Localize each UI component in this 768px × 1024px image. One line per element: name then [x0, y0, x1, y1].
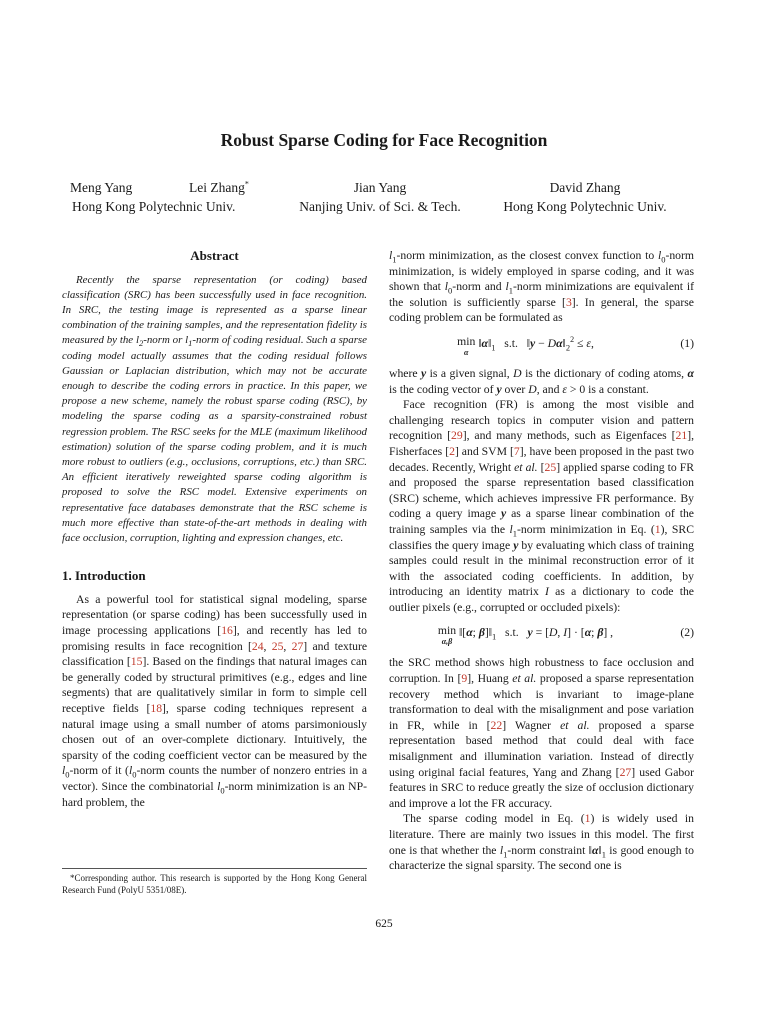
- body-paragraph: Face recognition (FR) is among the most visible and challenging research topics in computer vision and pattern recognition [29], and many methods, such as Eigenfaces [21], Fisherfaces [2] and SVM [7], have been proposed in the past two decades. Recently, Wright et al. [25] applied sparse coding to FR and proposed the sparse representation based classification (SRC) scheme, which achieves impressive FR performance. By coding a query image y as a sparse linear combination of the training samples via the $l_1$-norm minimization in Eq. (1), SRC classifies the query image y by evaluating which class of training samples could result in the minimal reconstruction error of it with the associated coding coefficients. In addition, by introducing an identity matrix I as a dictionary to code the outlier pixels (e.g., corrupted or occluded pixels):: [389, 398, 695, 614]
- author-affiliation: Hong Kong Polytechnic Univ.: [503, 199, 667, 214]
- citation-link[interactable]: 27: [291, 639, 304, 653]
- affiliation-polyu-shared: [72, 197, 235, 216]
- right-column: [389, 248, 694, 874]
- citation-link[interactable]: 22: [490, 718, 503, 732]
- citation-link[interactable]: 16: [221, 624, 233, 638]
- intro-paragraph: As a powerful tool for statistical signal modeling, sparse representation (or sparse coding) has been successfully used in image processing applications [16], and recently has led to promising results in face recognition [24, 25, 27] and texture classification [15]. Based on the findings that natural images can be generally coded by structural primitives (e.g., edges and line segments) that are qualitatively similar in form to simple cell receptive fields [18], sparse coding techniques represent a natural image using a small number of atoms parsimoniously chosen out of an over-complete dictionary. Intuitively, the sparsity of the coding coefficient vector can be measured by the $l_0$-norm of it ($l_0$-norm counts the number of nonzero entries in a vector). Since the combinatorial $l_0$-norm minimization is an NP-hard problem, the: [62, 592, 368, 809]
- author-affiliation: Hong Kong Polytechnic Univ.: [72, 199, 236, 214]
- citation-link[interactable]: 3: [565, 295, 572, 309]
- equation-link[interactable]: 1: [584, 812, 591, 826]
- equation-link[interactable]: 1: [654, 522, 661, 536]
- citation-link[interactable]: 18: [150, 702, 163, 715]
- abstract-text: Recently the sparse representation (or coding) based classification (SRC) has been successfully used in face recognition. In SRC, the testing image is represented as a sparse linear combination of the training samples, and the representation fidelity is measured by the $l_2$-norm or $l_1$-norm of coding residual. Such a sparse coding model actually assumes that the coding residual follows Gaussian or Laplacian distribution, which may not be accurate enough to describe the coding errors in practice. In this paper, we propose a new scheme, namely the robust sparse coding (RSC), by modeling the sparse coding as a sparsity-constrained robust regression problem. The RSC seeks for the MLE (maximum likelihood estimation) solution of the sparse coding problem, and it is much more robust to outliers (e.g., occlusions, corruptions, etc.) than SRC. An efficient iteratively reweighted sparse coding algorithm is proposed to solve the RSC model. Extensive experiments on representative face databases demonstrate that the RSC scheme is much more effective than state-of-the-art methods in dealing with face occlusion, corruption, lighting and expression changes, etc.: [62, 273, 368, 545]
- equation-1-expression: min α $‖\alpha‖_1$ s.t. ‖y − $D\alpha‖_2^2 \le \varepsilon$,: [457, 334, 594, 357]
- body-paragraph: The sparse coding model in Eq. (1) is widely used in literature. There are mainly two issues in this model. The first one is that whether the $l_1$-norm constraint $‖\alpha‖_1$ is good enough to characterize the signal sparsity. The second one is: [389, 812, 695, 873]
- author-affiliation: Nanjing Univ. of Sci. & Tech.: [299, 199, 461, 214]
- author-name: David Zhang: [549, 180, 621, 195]
- citation-link[interactable]: 27: [619, 765, 632, 779]
- author-name: Meng Yang: [70, 180, 133, 195]
- citation-link[interactable]: 21: [675, 429, 688, 443]
- body-paragraph: $l_1$-norm minimization, as the closest convex function to $l_0$-norm minimization, is widely employed in sparse coding, and it was shown that $l_0$-norm and $l_1$-norm minimizations are equivalent if the solution is sufficiently sparse [3]. In general, the sparse coding problem can be formulated as: [389, 249, 694, 325]
- corresponding-author-mark: *: [244, 179, 249, 189]
- citation-link[interactable]: 9: [461, 672, 468, 686]
- author-block: [0, 178, 768, 222]
- introduction-heading: 1. Introduction: [62, 568, 146, 584]
- author-david-zhang: [490, 178, 680, 216]
- equation-1: [389, 336, 694, 358]
- equation-1-number: (1): [680, 336, 694, 350]
- citation-link[interactable]: 29: [451, 429, 463, 443]
- author-name: Jian Yang: [353, 180, 407, 195]
- author-meng-yang: [70, 178, 132, 197]
- left-column: [62, 248, 367, 810]
- author-jian-yang: [286, 178, 474, 216]
- body-paragraph: where y is a given signal, D is the dictionary of coding atoms, α is the coding vector of y over D, and ε > 0 is a constant.: [389, 366, 694, 396]
- paper-title: Robust Sparse Coding for Face Recognition: [220, 130, 548, 150]
- abstract-heading: Abstract: [190, 248, 239, 263]
- equation-2: [389, 625, 694, 647]
- citation-link[interactable]: 24: [251, 639, 264, 653]
- author-lei-zhang: [189, 178, 249, 197]
- footnote: *Corresponding author. This research is supported by the Hong Kong General Research Fund (PolyU 5351/08E).: [62, 868, 367, 896]
- equation-2-expression: min α,β ‖[α; $\beta]‖_1$ s.t. y = [D, I] · [α; β] ,: [437, 624, 614, 647]
- citation-link[interactable]: 2: [449, 444, 455, 458]
- citation-link[interactable]: 15: [130, 655, 143, 669]
- citation-link[interactable]: 25: [271, 639, 284, 653]
- equation-2-number: (2): [680, 626, 694, 640]
- citation-link[interactable]: 7: [513, 444, 520, 458]
- body-paragraph: the SRC method shows high robustness to face occlusion and corruption. In [9], Huang et al. proposed a sparse representation recovery method which is invariant to image-plane transformation to deal with the misalignment and pose variation in FR, while in [22] Wagner et al. proposed a sparse representation based method that could deal with face misalignment and illumination variation. Instead of directly using original facial features, Yang and Zhang [27] used Gabor features in SRC to reduce greatly the size of occlusion dictionary and improve a lot the FR accuracy.: [389, 656, 695, 810]
- author-name: Lei Zhang: [189, 180, 245, 195]
- citation-link[interactable]: 25: [544, 460, 557, 474]
- page-number: 625: [375, 918, 393, 930]
